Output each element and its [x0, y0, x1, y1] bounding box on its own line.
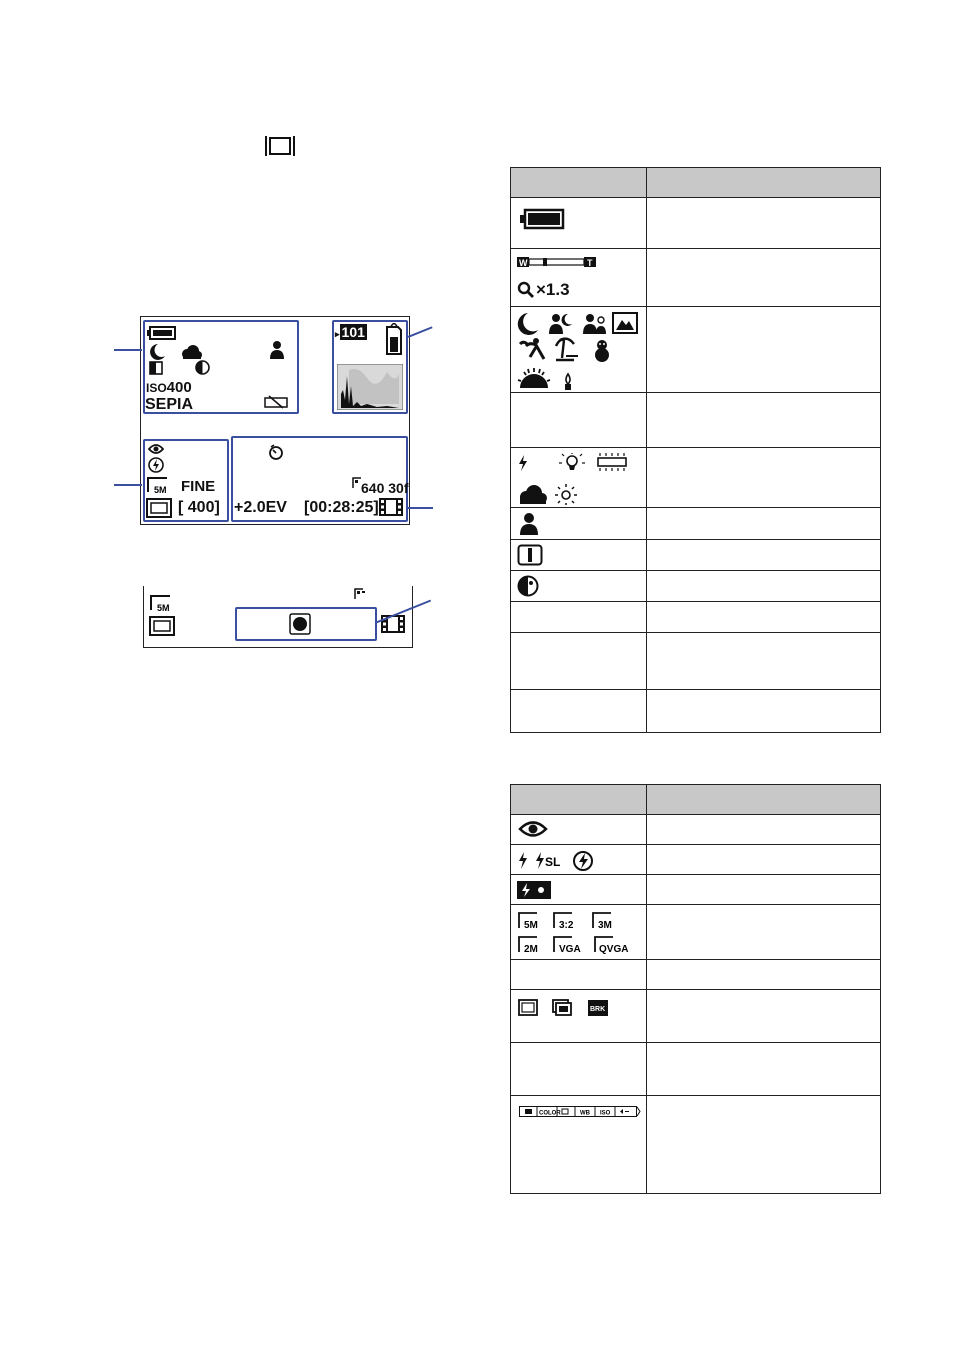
callout-line-a: [114, 349, 142, 351]
battery-icon: [146, 326, 176, 340]
zoom-magnifier-icon: [517, 281, 535, 299]
callout-line-c: [114, 484, 142, 486]
svg-text:3:2: 3:2: [559, 920, 574, 931]
table1-header-col1: [511, 168, 647, 198]
strip-image-size-icon: [150, 594, 178, 612]
display-reference-table-2: [510, 784, 881, 1194]
svg-text:WB: WB: [580, 1110, 590, 1117]
svg-text:3M: 3M: [598, 920, 612, 931]
metering-icon: [149, 361, 163, 375]
scene-mode-icons: [516, 312, 641, 390]
movie-strip-diagram: [143, 586, 413, 648]
svg-text:2M: 2M: [524, 944, 538, 955]
table2-header-col1: [511, 785, 647, 815]
callout-line-d: [407, 507, 433, 509]
histogram-graph: [337, 364, 403, 410]
red-eye-icon: [148, 443, 164, 455]
flash-charge-icon: [517, 881, 551, 899]
strip-movie-size-icon: [354, 588, 366, 600]
single-shot-icon: [146, 498, 172, 518]
cloudy-icon: [179, 345, 203, 359]
self-timer-icon: [268, 444, 284, 460]
svg-text:W: W: [519, 258, 528, 268]
strip-single-shot-icon: [149, 616, 175, 636]
svg-text:COLOR: COLOR: [539, 1110, 561, 1117]
svg-text:5M: 5M: [524, 920, 538, 931]
battery-icon: [519, 208, 565, 230]
portrait-icon: [269, 341, 285, 359]
metering-icon: [517, 544, 543, 566]
record-icon: [289, 613, 311, 635]
memory-card-icon: [385, 323, 403, 355]
zoom-value: ×1.3: [536, 280, 570, 299]
image-size-icons: [517, 910, 637, 956]
portrait-icon: [519, 513, 539, 535]
image-size-icon: [147, 476, 175, 494]
sharpness-icon: [517, 575, 539, 597]
display-frame-icon: [265, 136, 295, 156]
flash-mode-icons: [517, 850, 597, 872]
flash-off-icon: [148, 457, 164, 473]
film-icon: [378, 497, 404, 517]
svg-text:5M: 5M: [157, 603, 170, 612]
menu-bar-icon: [519, 1106, 641, 1118]
folder-number: ▸ 101: [335, 324, 365, 340]
svg-text:ISO: ISO: [600, 1110, 611, 1117]
quality-readout: FINE: [181, 478, 216, 495]
svg-text:T: T: [587, 258, 593, 268]
svg-text:SL: SL: [545, 855, 561, 869]
iso-readout: ISO400: [146, 379, 192, 396]
movie-size-readout: 640 30f: [361, 480, 409, 496]
zoom-bar-icon: [517, 256, 597, 268]
table2-header-col2: [647, 785, 881, 815]
svg-text:BRK: BRK: [590, 1006, 606, 1013]
callout-line-b: [408, 326, 433, 337]
display-reference-table-1: [510, 167, 881, 733]
table1-header-col2: [647, 168, 881, 198]
white-balance-icons: [516, 453, 631, 505]
svg-text:QVGA: QVGA: [599, 944, 629, 955]
twilight-moon-icon: [150, 343, 166, 361]
recording-time: [00:28:25]: [304, 499, 379, 516]
drive-mode-icons: [518, 998, 608, 1018]
exposure-readout: +2.0EV: [234, 499, 287, 516]
svg-text:VGA: VGA: [559, 944, 581, 955]
color-mode-readout: SEPIA: [145, 396, 194, 413]
remaining-shots: [ 400]: [178, 499, 220, 516]
lcd-screen-diagram: [140, 316, 410, 525]
svg-text:5M: 5M: [154, 485, 167, 494]
red-eye-icon: [518, 819, 548, 839]
no-memory-card-icon: [263, 395, 289, 409]
sharpness-icon: [195, 360, 210, 375]
